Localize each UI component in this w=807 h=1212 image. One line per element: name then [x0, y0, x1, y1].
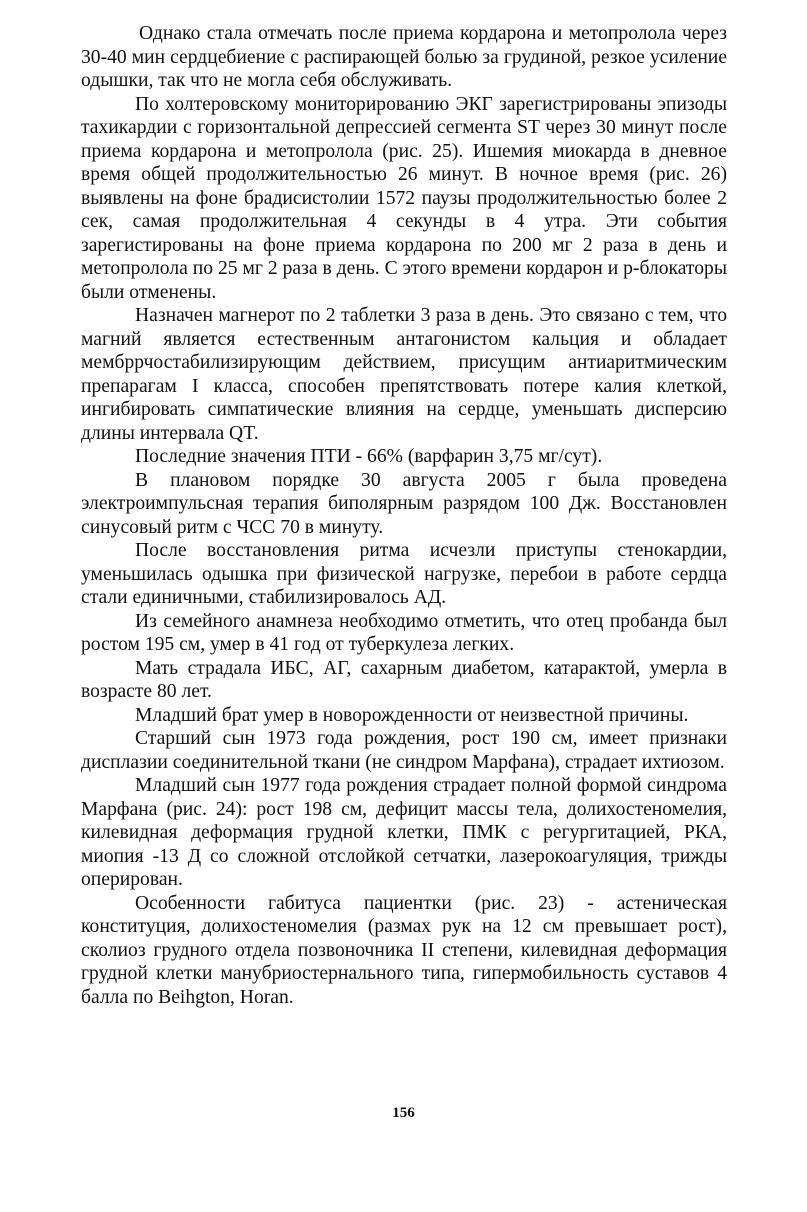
- paragraph-3: Назначен магнерот по 2 таблетки 3 раза в день. Это связано с тем, что магний является естественным антагонистом кальция и обладает мембррчостабилизирующим действием, присущим антиаритмическим препарагам I класса, способен препятствовать потере калия клеткой, ингибировать симпатические влияния на сердце, уменьшать дисперсию длины интервала QT.: [81, 305, 727, 444]
- paragraph-6: После восстановления ритма исчезли приступы стенокардии, уменьшилась одышка при физической нагрузке, перебои в работе сердца стали единичными, стабилизировалось АД.: [81, 540, 727, 608]
- paragraph-11: Младший сын 1977 года рождения страдает полной формой синдрома Марфана (рис. 24): рост 198 см, дефицит массы тела, долихостеномелия, килевидная деформация грудной клетки, ПМК с регургитацией, РКА, миопия -13 Д со сложной отслойкой сетчатки, лазерокоагуляция, трижды оперирован.: [81, 775, 727, 890]
- paragraph-12: Особенности габитуса пациентки (рис. 23) - астеническая конституция, долихостеномелия (размах рук на 12 см превышает рост), сколиоз грудного отдела позвоночника II степени, килевидная деформация грудной клетки манубриостернального типа, гипермобильность суставов 4 балла по Beihgton, Horan.: [81, 892, 727, 1008]
- page-number: 156: [392, 1105, 415, 1121]
- paragraph-2: По холтеровскому мониторированию ЭКГ зарегистрированы эпизоды тахикардии с горизонтальной депрессией сегмента ST через 30 минут после приема кордарона и метопролола (рис. 25). Ишемия миокарда в дневное время общей продолжительностью 26 минут. В ночное время (рис. 26) выявлены на фоне брадисистолии 1572 паузы продолжительностью более 2 сек, самая продолжительная 4 секунды в 4 утра. Эти события зарегистированы на фоне приема кордарона по 200 мг 2 раза в день и метопролола по 25 мг 2 раза в день. С этого времени кордарон и р-блокаторы были отменены.: [81, 93, 727, 303]
- document-body: [81, 22, 727, 1009]
- paragraph-8: Мать страдала ИБС, АГ, сахарным диабетом, катарактой, умерла в возрасте 80 лет.: [81, 657, 727, 702]
- paragraph-10: Старший сын 1973 года рождения, рост 190 см, имеет признаки дисплазии соединительной ткани (не синдром Марфана), страдает ихтиозом.: [81, 728, 727, 773]
- paragraph-4: Последние значения ПТИ - 66% (варфарин 3,75 мг/сут).: [135, 446, 603, 467]
- paragraph-9: Младший брат умер в новорожденности от неизвестной причины.: [135, 704, 689, 726]
- paragraph-1: Однако стала отмечать после приема кордарона и метопролола через 30-40 мин сердцебиение с распирающей болью за грудиной, резкое усиление одышки, так что не могла себя обслуживать.: [81, 23, 727, 91]
- paragraph-7: Из семейного анамнеза необходимо отметить, что отец пробанда был ростом 195 см, умер в 41 год от туберкулеза легких.: [81, 610, 727, 655]
- paragraph-5: В плановом порядке 30 августа 2005 г была проведена электроимпульсная терапия биполярным разрядом 100 Дж. Восстановлен синусовый ритм с ЧСС 70 в минуту.: [81, 469, 727, 538]
